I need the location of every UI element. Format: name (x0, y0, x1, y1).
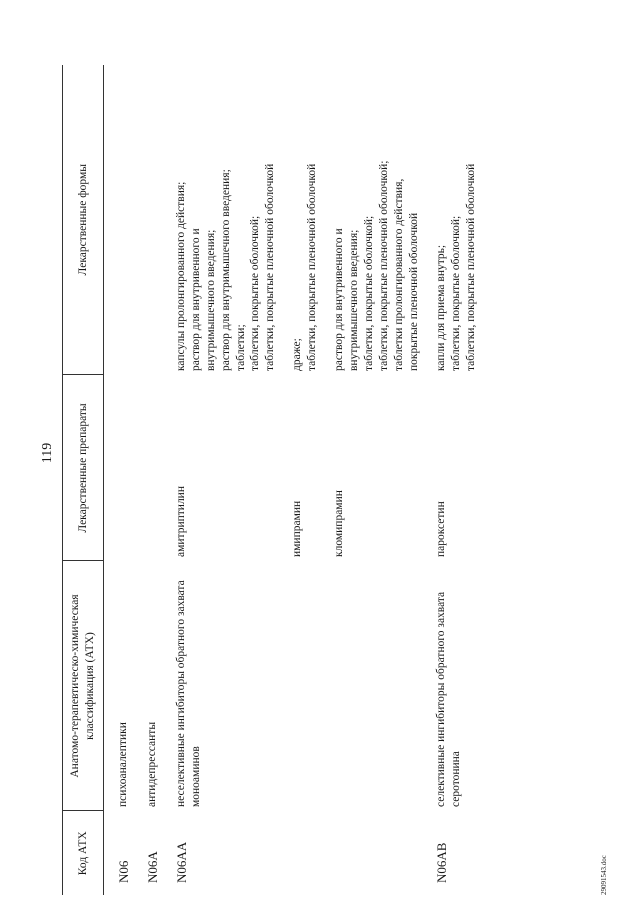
dosage-form: таблетки, покрытые пленочной оболочкой (464, 163, 477, 371)
dosage-form: таблетки, покрытые пленочной оболочкой; (378, 160, 391, 371)
dosage-form: таблетки, покрытые оболочкой; (449, 215, 462, 371)
atx-classification (278, 561, 320, 811)
dosage-form: таблетки, покрытые оболочкой; (249, 215, 262, 371)
dosage-form: раствор для внутривенного и (189, 228, 202, 371)
dosage-form: капли для приема внутрь; (434, 244, 447, 371)
dosage-forms (422, 65, 479, 375)
table-header-row (63, 65, 104, 895)
header-code: Код АТХ (63, 811, 104, 895)
drug-name: кломипрамин (333, 490, 346, 557)
table-row (162, 65, 279, 895)
atx-code: N06A (144, 851, 160, 883)
table-row (320, 65, 422, 895)
atx-classification: неселективные ингибиторы обратного захвата моноаминов (174, 580, 202, 807)
header-drugs: Лекарственные препараты (63, 375, 104, 561)
table-row (278, 65, 320, 895)
dosage-forms (278, 65, 320, 375)
table-row (133, 65, 162, 895)
dosage-form: таблетки, покрытые пленочной оболочкой (264, 163, 277, 371)
dosage-form: раствор для внутривенного и (333, 228, 346, 371)
drug-name (104, 375, 133, 561)
atx-classification: психоаналептики (117, 722, 129, 807)
dosage-forms (104, 65, 133, 375)
dosage-forms (320, 65, 422, 375)
atx-code (278, 811, 320, 895)
dosage-form: внутримышечного введения; (204, 229, 217, 371)
header-classification: Анатомо-терапевтическо-химическая классификация (АТХ) (63, 561, 104, 811)
dosage-forms (162, 65, 279, 375)
atx-code: N06 (116, 860, 131, 883)
atx-classification: антидепрессанты (145, 721, 158, 807)
atx-classification (320, 561, 422, 811)
dosage-form: таблетки пролонгированного действия, (392, 178, 405, 371)
atx-classification: селективные ингибиторы обратного захвата серотонина (434, 591, 462, 807)
drug-name: имипрамин (291, 500, 304, 557)
dosage-forms (133, 65, 162, 375)
atx-code: N06AB (433, 842, 449, 883)
dosage-form: покрытые пленочной оболочкой (407, 212, 420, 371)
dosage-form: таблетки, покрытые пленочной оболочкой (306, 163, 319, 371)
dosage-form: внутримышечного введения; (348, 229, 361, 371)
footer-filename: 29091543.doc (600, 855, 608, 895)
dosage-form: драже; (291, 338, 304, 371)
drug-name: пароксетин (434, 501, 447, 557)
header-forms: Лекарственные формы (63, 65, 104, 375)
page-number: 119 (40, 442, 55, 464)
table-row (104, 65, 133, 895)
dosage-form: раствор для внутримышечного введения; (219, 169, 232, 371)
table-row (422, 65, 479, 895)
dosage-form: таблетки, покрытые оболочкой; (363, 215, 376, 371)
dosage-form: капсулы пролонгированного действия; (174, 181, 187, 371)
atx-code (320, 811, 422, 895)
atx-code: N06AA (173, 841, 189, 883)
dosage-form: таблетки; (234, 324, 247, 371)
drug-name (133, 375, 162, 561)
drug-name: амитриптилин (174, 486, 187, 557)
atx-table (62, 65, 479, 895)
